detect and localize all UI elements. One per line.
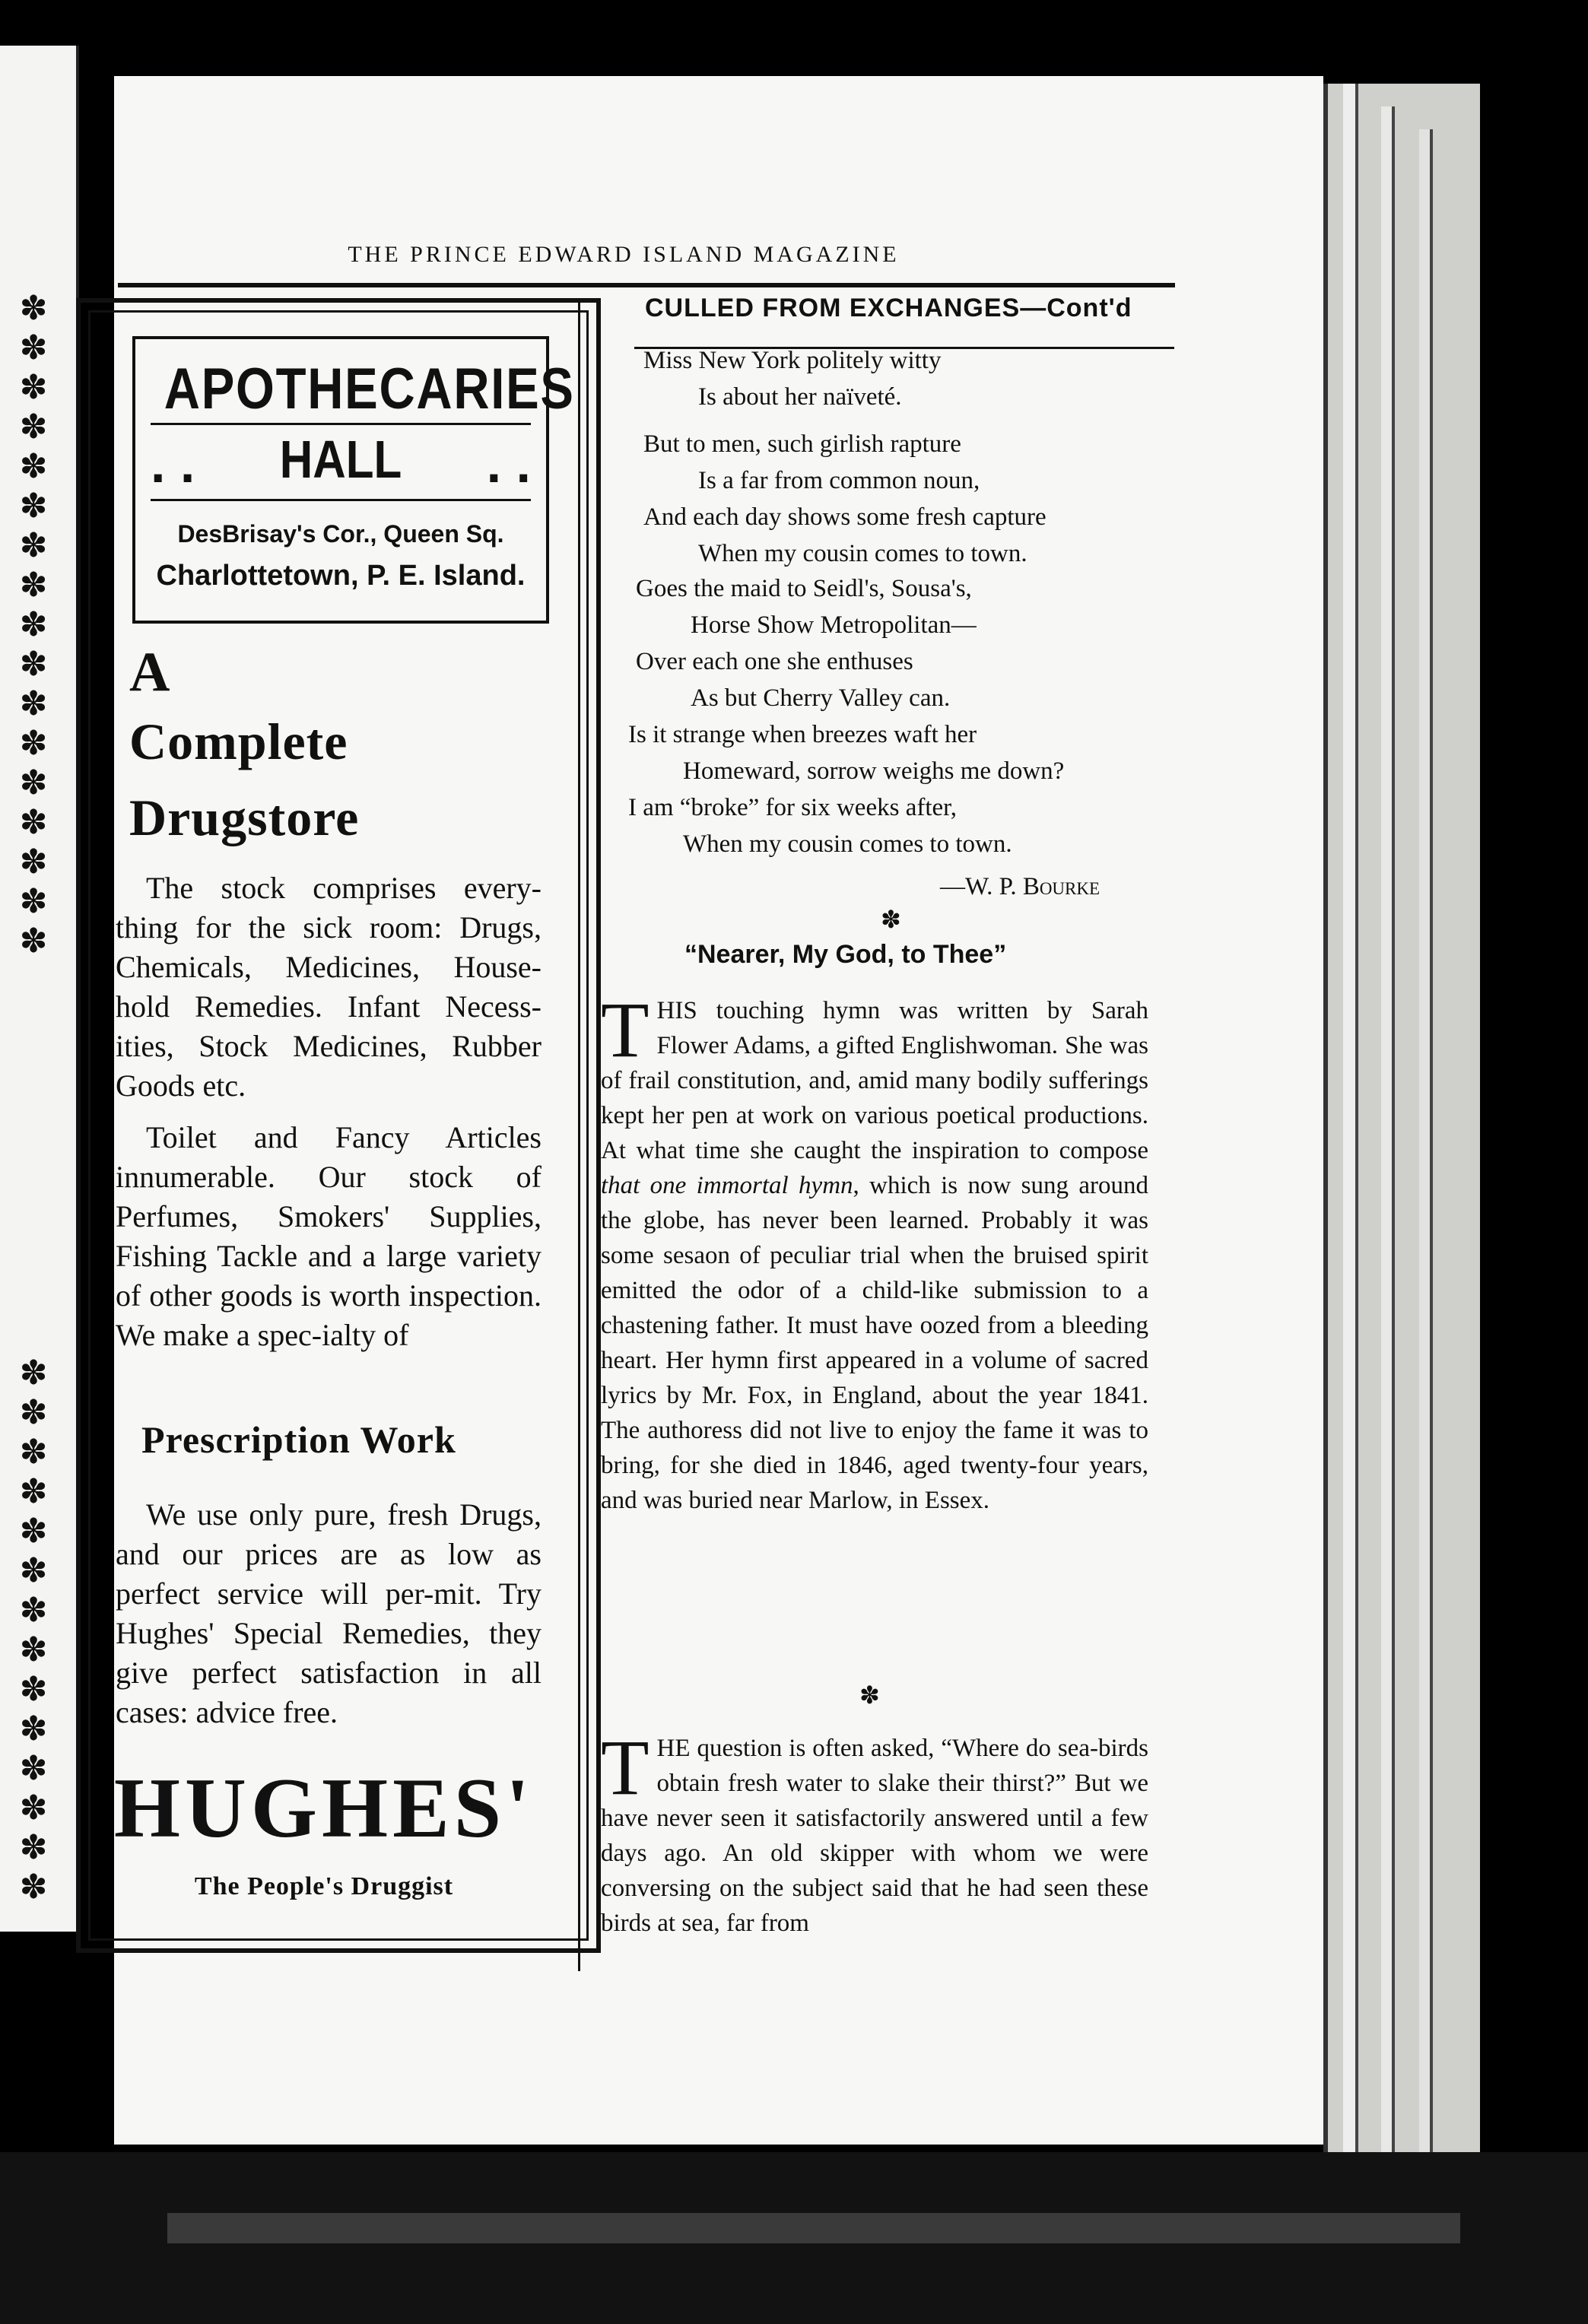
poem-attribution: —W. P. Bourke: [940, 873, 1100, 900]
ad-hall: HALL: [279, 430, 402, 489]
ad-title: APOTHECARIES: [164, 357, 575, 421]
ad-address-line1: DesBrisay's Cor., Queen Sq.: [177, 520, 504, 548]
hymn-dropcap: T: [601, 986, 649, 1074]
hymn-article-body: THIS touching hymn was written by Sarah Flower Adams, a gifted Englishwoman. She was of frail constitution, and, amid many bodily sufferings kept her pen at work on various poetical productions. At what time she caught the inspiration to compose that one immortal hymn, which is now sung around the globe, has never been learned. Probably it was some sesaon of peculiar trial when the bruised spirit emitted the odor of a child-like submission to a chastening father. It must have oozed from a bleeding heart. Her hymn first appeared in a volume of sacred lyrics by Mr. Fox, in England, about the year 1841. The authoress did not live to enjoy the fame it was to bring, for she died in 1846, aged twenty-four years, and was buried near Marlow, in Essex.: [601, 986, 1148, 1514]
ad-heading-drugstore: Drugstore: [129, 789, 360, 846]
apothecaries-advertisement: [76, 298, 601, 1953]
ad-prescription-heading: Prescription Work: [141, 1418, 456, 1461]
ad-paragraph-stock: The stock comprises every-thing for the sick room: Drugs, Chemicals, Medicines, House-hold Remedies. Infant Necess-ities, Stock Medicines, Rubber Goods etc.: [116, 871, 542, 1103]
poem-stanza-4: Is it strange when breezes waft her Homeward, sorrow weighs me down? I am “broke” for six weeks after, When my cousin comes to town.: [628, 721, 1065, 858]
adjacent-left-page: [0, 46, 79, 1932]
ad-title-box: [132, 336, 575, 624]
poem-stanza-2: But to men, such girlish rapture Is a far from common noun, And each day shows some fresh capture When my cousin comes to town.: [643, 430, 1046, 567]
poem-stanza-1: Miss New York politely witty Is about her naïveté.: [643, 347, 942, 411]
section-ornament: ✽: [881, 906, 901, 933]
book-bottom-edge: [0, 2152, 1588, 2324]
seabirds-article-body: THE question is often asked, “Where do sea-birds obtain fresh water to slake their thirst?” But we have never seen it satisfactorily answered until a few days ago. An old skipper with whom we were conversing on the subject said that he had seen these birds at sea, far from: [601, 1724, 1148, 1937]
ad-paragraph-toilet: Toilet and Fancy Articles innumerable. Our stock of Perfumes, Smokers' Supplies, Fishing Tackle and a large variety of other goods is worth inspection. We make a spec-ialty of: [116, 1120, 542, 1352]
ad-tagline: The People's Druggist: [194, 1872, 454, 1900]
ad-dots-left: . .: [151, 434, 195, 494]
ad-paragraph-drugs: We use only pure, fresh Drugs, and our prices are as low as perfect service will per-mit. Try Hughes' Special Remedies, they give perfect satisfaction in all cases: advice free.: [116, 1497, 542, 1729]
running-head: THE PRINCE EDWARD ISLAND MAGAZINE: [348, 242, 900, 267]
section-ornament-2: ✽: [859, 1681, 880, 1709]
poem-stanza-3: Goes the maid to Seidl's, Sousa's, Horse Show Metropolitan— Over each one she enthuses As but Cherry Valley can.: [636, 575, 977, 712]
ad-heading-a: A: [129, 641, 170, 703]
ad-dots-right: . .: [486, 434, 531, 494]
ad-brand-hughes: HUGHES': [113, 1761, 535, 1856]
left-border-ornament-lower: ✽ ✽ ✽ ✽ ✽ ✽ ✽ ✽ ✽ ✽ ✽ ✽ ✽ ✽: [19, 1354, 48, 1906]
ad-address-line2: Charlottetown, P. E. Island.: [156, 560, 526, 592]
column-divider: [578, 298, 580, 1971]
hymn-article-title: “Nearer, My God, to Thee”: [684, 940, 1007, 969]
ad-heading-complete: Complete: [129, 713, 348, 770]
section-heading: CULLED FROM EXCHANGES—Cont'd: [645, 294, 1132, 322]
header-rule: [118, 283, 1175, 287]
left-border-ornament: ✽ ✽ ✽ ✽ ✽ ✽ ✽ ✽ ✽ ✽ ✽ ✽ ✽ ✽ ✽ ✽ ✽: [19, 290, 48, 960]
page-edges: [1323, 84, 1480, 2251]
seabirds-dropcap: T: [601, 1724, 649, 1811]
